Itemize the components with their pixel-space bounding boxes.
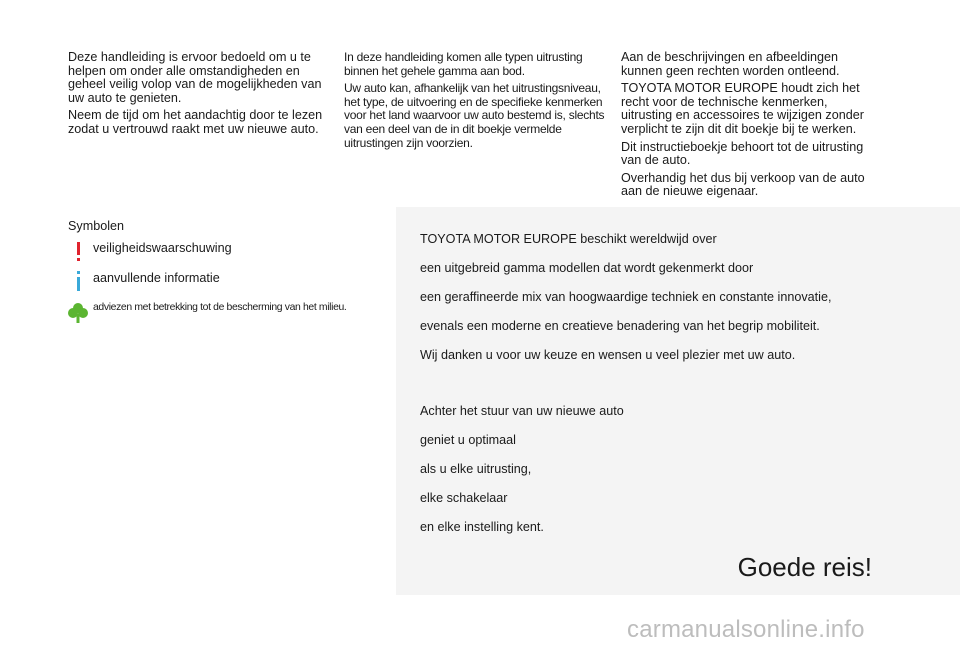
symbols-legend xyxy=(68,219,388,331)
panel-line: en elke instelling kent. xyxy=(420,520,544,534)
panel-line: als u elke uitrusting, xyxy=(420,462,532,476)
intro-column-3 xyxy=(621,51,871,203)
intro-paragraph: Neem de tijd om het aandachtig door te lezen zodat u vertrouwd raakt met uw nieuwe auto. xyxy=(68,108,323,136)
panel-line: een uitgebreid gamma modellen dat wordt gekenmerkt door xyxy=(420,261,754,275)
panel-line: geniet u optimaal xyxy=(420,433,516,447)
symbols-title: Symbolen xyxy=(68,219,125,233)
panel-line: evenals een moderne en creatieve benadering van het begrip mobiliteit. xyxy=(420,319,820,333)
panel-line: Achter het stuur van uw nieuwe auto xyxy=(420,404,624,418)
intro-column-1 xyxy=(68,51,330,141)
symbol-label: aanvullende informatie xyxy=(93,271,220,285)
symbol-row-info xyxy=(68,271,388,301)
environment-tree-icon xyxy=(68,301,88,328)
panel-line: TOYOTA MOTOR EUROPE beschikt wereldwijd over xyxy=(420,232,717,246)
intro-paragraph: TOYOTA MOTOR EUROPE houdt zich het recht voor de technische kenmerken, uitrusting en accessoires te wijzigen zonder verplicht te zijn dit dit boekje bij te werken. xyxy=(621,81,864,136)
intro-paragraph: In deze handleiding komen alle typen uitrusting binnen het gehele gamma aan bod. xyxy=(344,50,583,78)
intro-paragraph: Overhandig het dus bij verkoop van de auto aan de nieuwe eigenaar. xyxy=(621,170,865,199)
watermark: carmanualsonline.info xyxy=(627,616,865,643)
welcome-panel xyxy=(396,207,960,595)
panel-line: een geraffineerde mix van hoogwaardige techniek en constante innovatie, xyxy=(420,290,832,304)
panel-line: Wij danken u voor uw keuze en wensen u veel plezier met uw auto. xyxy=(420,348,796,362)
intro-column-2 xyxy=(344,51,606,154)
intro-paragraph: Uw auto kan, afhankelijk van het uitrustingsniveau, het type, de uitvoering en de specifieke kenmerken voor het land waarvoor uw auto bestemd is, slechts van een deel van de in dit boekje vermelde uitrustingen zijn voorzien. xyxy=(344,81,605,150)
intro-paragraph: Dit instructieboekje behoort tot de uitrusting van de auto. xyxy=(621,139,864,168)
symbol-row-warning xyxy=(68,241,388,271)
panel-line: elke schakelaar xyxy=(420,491,508,505)
symbol-label: veiligheidswaarschuwing xyxy=(93,241,232,255)
closing-greeting: Goede reis! xyxy=(737,552,872,582)
intro-paragraph: Deze handleiding is ervoor bedoeld om u te helpen om onder alle omstandigheden en geheel veilig volop van de mogelijkheden van uw auto te genieten. xyxy=(68,50,322,105)
symbol-label: adviezen met betrekking tot de bescherming van het milieu. xyxy=(93,302,347,313)
symbol-row-environment xyxy=(68,301,388,331)
intro-paragraph: Aan de beschrijvingen en afbeeldingen kunnen geen rechten worden ontleend. xyxy=(621,50,840,78)
